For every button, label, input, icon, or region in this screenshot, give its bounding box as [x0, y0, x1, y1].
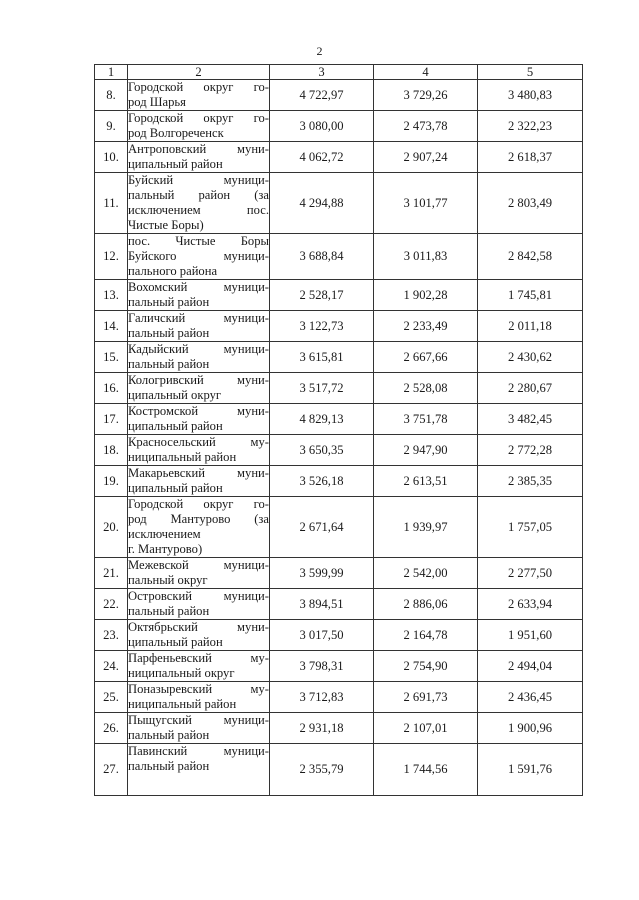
district-name-line: род Волгореченск	[128, 126, 224, 140]
value-col-3: 2 671,64	[270, 497, 374, 558]
table-row	[95, 173, 583, 234]
district-name-line: г. Мантурово)	[128, 542, 203, 556]
value-col-5: 1 745,81	[478, 280, 583, 311]
row-number: 9.	[95, 111, 128, 142]
district-name-line: Вохомский муници-	[128, 280, 269, 294]
table-row	[95, 682, 583, 713]
district-name-line: Городской округ го-	[128, 497, 269, 511]
district-name	[128, 173, 270, 234]
table-row	[95, 466, 583, 497]
district-name	[128, 373, 270, 404]
district-name-line: Городской округ го-	[128, 80, 269, 94]
district-name-line: ниципальный район	[128, 697, 237, 711]
district-name-line: пальный район	[128, 326, 210, 340]
district-name-line: Красносельский му-	[128, 435, 269, 449]
district-name-line: пальный район	[128, 357, 210, 371]
table-row	[95, 80, 583, 111]
value-col-3: 2 355,79	[270, 744, 374, 796]
district-name-line: ципальный район	[128, 635, 223, 649]
district-name	[128, 620, 270, 651]
table-row	[95, 234, 583, 280]
row-number: 22.	[95, 589, 128, 620]
value-col-4: 2 886,06	[374, 589, 478, 620]
district-name	[128, 80, 270, 111]
district-name	[128, 466, 270, 497]
district-name-line: исключением	[128, 527, 201, 541]
table-row	[95, 744, 583, 796]
row-number: 21.	[95, 558, 128, 589]
value-col-5: 2 618,37	[478, 142, 583, 173]
value-col-4: 3 751,78	[374, 404, 478, 435]
value-col-5: 2 280,67	[478, 373, 583, 404]
value-col-5: 2 772,28	[478, 435, 583, 466]
district-name	[128, 435, 270, 466]
district-name-line: Буйского муници-	[128, 249, 269, 263]
value-col-3: 3 526,18	[270, 466, 374, 497]
table-row	[95, 558, 583, 589]
row-number: 23.	[95, 620, 128, 651]
table-row	[95, 651, 583, 682]
district-name-line: пального района	[128, 264, 218, 278]
district-name-line: ципальный округ	[128, 388, 222, 402]
district-name	[128, 280, 270, 311]
value-col-4: 2 947,90	[374, 435, 478, 466]
value-col-5: 1 951,60	[478, 620, 583, 651]
district-name	[128, 404, 270, 435]
district-name-line: ниципальный округ	[128, 666, 235, 680]
district-name	[128, 713, 270, 744]
table-row	[95, 620, 583, 651]
table-row	[95, 589, 583, 620]
district-name	[128, 234, 270, 280]
district-name-line: пальный район	[128, 295, 210, 309]
table-row	[95, 342, 583, 373]
district-name	[128, 142, 270, 173]
value-col-3: 3 615,81	[270, 342, 374, 373]
district-name-line: Пыщугский муници-	[128, 713, 269, 727]
district-name-line: Поназыревский му-	[128, 682, 269, 696]
district-name	[128, 111, 270, 142]
table-row	[95, 497, 583, 558]
district-name-line: Костромской муни-	[128, 404, 269, 418]
value-col-4: 3 011,83	[374, 234, 478, 280]
row-number: 17.	[95, 404, 128, 435]
row-number: 15.	[95, 342, 128, 373]
district-name	[128, 589, 270, 620]
row-number: 11.	[95, 173, 128, 234]
value-col-3: 3 080,00	[270, 111, 374, 142]
header-col-1: 1	[95, 65, 128, 80]
value-col-4: 2 691,73	[374, 682, 478, 713]
value-col-4: 1 902,28	[374, 280, 478, 311]
value-col-3: 3 712,83	[270, 682, 374, 713]
value-col-4: 1 939,97	[374, 497, 478, 558]
value-col-3: 2 528,17	[270, 280, 374, 311]
value-col-3: 3 650,35	[270, 435, 374, 466]
value-col-5: 1 900,96	[478, 713, 583, 744]
district-name-line: Межевской муници-	[128, 558, 269, 572]
district-name	[128, 651, 270, 682]
value-col-3: 3 122,73	[270, 311, 374, 342]
value-col-4: 3 101,77	[374, 173, 478, 234]
district-name-line: ципальный район	[128, 157, 223, 171]
district-name-line: род Шарья	[128, 95, 186, 109]
value-col-3: 4 722,97	[270, 80, 374, 111]
value-col-3: 3 517,72	[270, 373, 374, 404]
value-col-4: 2 907,24	[374, 142, 478, 173]
value-col-3: 4 829,13	[270, 404, 374, 435]
district-name-line: исключением пос.	[128, 203, 269, 217]
table-row	[95, 373, 583, 404]
value-col-4: 2 233,49	[374, 311, 478, 342]
district-name-line: пальный округ	[128, 573, 208, 587]
data-table	[94, 64, 583, 796]
table-row	[95, 280, 583, 311]
value-col-3: 3 599,99	[270, 558, 374, 589]
header-col-5: 5	[478, 65, 583, 80]
district-name-line: род Мантурово (за	[128, 512, 269, 526]
row-number: 24.	[95, 651, 128, 682]
value-col-5: 1 591,76	[478, 744, 583, 796]
value-col-3: 3 017,50	[270, 620, 374, 651]
value-col-3: 3 688,84	[270, 234, 374, 280]
table-row	[95, 404, 583, 435]
row-number: 18.	[95, 435, 128, 466]
district-name-line: ципальный район	[128, 481, 223, 495]
row-number: 26.	[95, 713, 128, 744]
district-name	[128, 744, 270, 796]
row-number: 8.	[95, 80, 128, 111]
value-col-5: 2 842,58	[478, 234, 583, 280]
value-col-4: 1 744,56	[374, 744, 478, 796]
row-number: 20.	[95, 497, 128, 558]
header-row	[95, 65, 583, 80]
row-number: 25.	[95, 682, 128, 713]
district-name	[128, 311, 270, 342]
value-col-5: 3 480,83	[478, 80, 583, 111]
value-col-3: 2 931,18	[270, 713, 374, 744]
value-col-5: 2 436,45	[478, 682, 583, 713]
district-name	[128, 342, 270, 373]
district-name-line: Макарьевский муни-	[128, 466, 269, 480]
district-name-line: Городской округ го-	[128, 111, 269, 125]
page-number: 2	[316, 44, 323, 58]
value-col-3: 4 294,88	[270, 173, 374, 234]
value-col-3: 3 894,51	[270, 589, 374, 620]
value-col-5: 2 633,94	[478, 589, 583, 620]
value-col-5: 2 803,49	[478, 173, 583, 234]
district-name	[128, 682, 270, 713]
district-name	[128, 497, 270, 558]
district-name-line: Кологривский муни-	[128, 373, 269, 387]
value-col-4: 2 613,51	[374, 466, 478, 497]
district-name-line: Павинский муници-	[128, 744, 269, 758]
district-name-line: пальный район	[128, 759, 210, 773]
value-col-5: 2 322,23	[478, 111, 583, 142]
district-name-line: пальный район (за	[128, 188, 269, 202]
value-col-4: 2 542,00	[374, 558, 478, 589]
district-name-line: Парфеньевский му-	[128, 651, 269, 665]
district-name-line: пальный район	[128, 728, 210, 742]
table-row	[95, 713, 583, 744]
value-col-4: 2 754,90	[374, 651, 478, 682]
value-col-3: 4 062,72	[270, 142, 374, 173]
header-col-2: 2	[128, 65, 270, 80]
value-col-5: 2 430,62	[478, 342, 583, 373]
row-number: 10.	[95, 142, 128, 173]
district-name-line: Антроповский муни-	[128, 142, 269, 156]
value-col-3: 3 798,31	[270, 651, 374, 682]
district-name-line: Галичский муници-	[128, 311, 269, 325]
table-row	[95, 435, 583, 466]
value-col-4: 2 528,08	[374, 373, 478, 404]
value-col-4: 2 667,66	[374, 342, 478, 373]
table-row	[95, 111, 583, 142]
value-col-5: 3 482,45	[478, 404, 583, 435]
value-col-4: 2 164,78	[374, 620, 478, 651]
value-col-5: 2 277,50	[478, 558, 583, 589]
district-name-line: пальный район	[128, 604, 210, 618]
row-number: 13.	[95, 280, 128, 311]
value-col-4: 2 107,01	[374, 713, 478, 744]
district-name	[128, 558, 270, 589]
district-name-line: ниципальный район	[128, 450, 237, 464]
value-col-4: 3 729,26	[374, 80, 478, 111]
district-name-line: ципальный район	[128, 419, 223, 433]
row-number: 12.	[95, 234, 128, 280]
value-col-5: 1 757,05	[478, 497, 583, 558]
value-col-5: 2 494,04	[478, 651, 583, 682]
value-col-5: 2 385,35	[478, 466, 583, 497]
row-number: 14.	[95, 311, 128, 342]
district-name-line: Чистые Боры)	[128, 218, 204, 232]
district-name-line: Кадыйский муници-	[128, 342, 269, 356]
value-col-4: 2 473,78	[374, 111, 478, 142]
district-name-line: Буйский муници-	[128, 173, 269, 187]
table-row	[95, 311, 583, 342]
header-col-3: 3	[270, 65, 374, 80]
row-number: 27.	[95, 744, 128, 796]
table-row	[95, 142, 583, 173]
value-col-5: 2 011,18	[478, 311, 583, 342]
district-name-line: Островский муници-	[128, 589, 269, 603]
district-name-line: Октябрьский муни-	[128, 620, 269, 634]
row-number: 16.	[95, 373, 128, 404]
header-col-4: 4	[374, 65, 478, 80]
row-number: 19.	[95, 466, 128, 497]
district-name-line: пос. Чистые Боры	[128, 234, 269, 248]
